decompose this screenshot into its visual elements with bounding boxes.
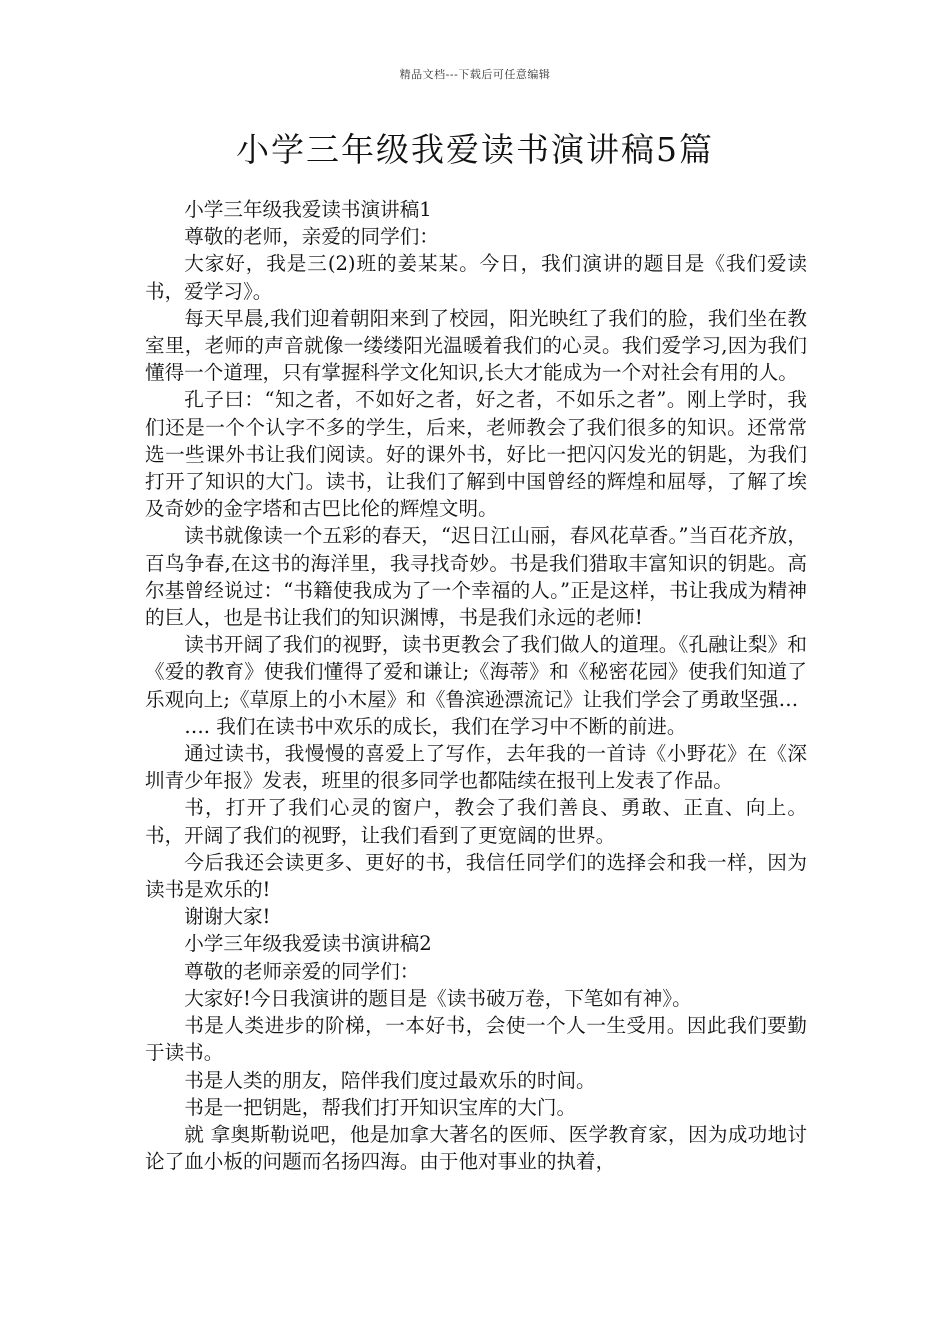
paragraph: 大家好，我是三(2)班的姜某某。今日，我们演讲的题目是《我们爱读书，爱学习》。	[145, 252, 807, 303]
paragraph: 书是一把钥匙，帮我们打开知识宝库的大门。	[184, 1095, 577, 1119]
paragraph: …. 我们在读书中欢乐的成长，我们在学习中不断的前进。	[184, 714, 687, 738]
section-heading: 小学三年级我爱读书演讲稿2	[184, 932, 432, 956]
paragraph: 书是人类进步的阶梯，一本好书，会使一个人一生受用。因此我们要勤于读书。	[145, 1014, 807, 1065]
paragraph: 通过读书，我慢慢的喜爱上了写作，去年我的一首诗《小野花》在《深圳青少年报》发表，班里的很多同学也都陆续在报刊上发表了作品。	[145, 742, 807, 793]
paragraph: 读书就像读一个五彩的春天，“迟日江山丽，春风花草香。”当百花齐放，百鸟争春,在这书的海洋里，我寻找奇妙。书是我们猎取丰富知识的钥匙。高尔基曾经说过：“书籍使我成为了一个幸福的人。”正是这样，书让我成为精神的巨人，也是书让我们的知识渊博，书是我们永远的老师!	[145, 524, 807, 630]
paragraph: 大家好!今日我演讲的题目是《读书破万卷，下笔如有神》。	[184, 986, 692, 1010]
salutation: 尊敬的老师，亲爱的同学们：	[184, 225, 439, 249]
page-header-note: 精品文档---下载后可任意编辑	[399, 68, 551, 81]
paragraph: 今后我还会读更多、更好的书，我信任同学们的选择会和我一样，因为读书是欢乐的!	[145, 850, 807, 902]
paragraph: 读书开阔了我们的视野，读书更教会了我们做人的道理。《孔融让梨》和《爱的教育》使我们懂得了爱和谦让;《海蒂》和《秘密花园》使我们知道了乐观向上;《草原上的小木屋》和《鲁滨逊漂流记》让我们学会了勇敢坚强…	[145, 633, 807, 711]
document-title: 小学三年级我爱读书演讲稿5篇	[236, 130, 714, 169]
document-body	[145, 196, 807, 1175]
salutation: 尊敬的老师亲爱的同学们：	[184, 959, 420, 983]
section-heading: 小学三年级我爱读书演讲稿1	[184, 198, 432, 221]
paragraph: 每天早晨,我们迎着朝阳来到了校园，阳光映红了我们的脸，我们坐在教室里，老师的声音就像一缕缕阳光温暖着我们的心灵。我们爱学习,因为我们懂得一个道理，只有掌握科学文化知识,长大才能成为一个对社会有用的人。	[145, 306, 807, 385]
paragraph: 就 拿奥斯勒说吧，他是加拿大著名的医师、医学教育家，因为成功地讨论了血小板的问题而名扬四海。由于他对事业的执着，	[145, 1122, 807, 1174]
closing-line: 谢谢大家!	[184, 905, 271, 929]
paragraph: 书，打开了我们心灵的窗户，教会了我们善良、勇敢、正直、向上。书，开阔了我们的视野，让我们看到了更宽阔的世界。	[145, 796, 807, 847]
paragraph: 书是人类的朋友，陪伴我们度过最欢乐的时间。	[184, 1068, 596, 1092]
paragraph: 孔子曰：“知之者，不如好之者，好之者，不如乐之者”。刚上学时，我们还是一个个认字不多的学生，后来，老师教会了我们很多的知识。还常常选一些课外书让我们阅读。好的课外书，好比一把闪闪发光的钥匙，为我们打开了知识的大门。读书，让我们了解到中国曾经的辉煌和屈辱，了解了埃及奇妙的金字塔和古巴比伦的辉煌文明。	[145, 388, 807, 521]
